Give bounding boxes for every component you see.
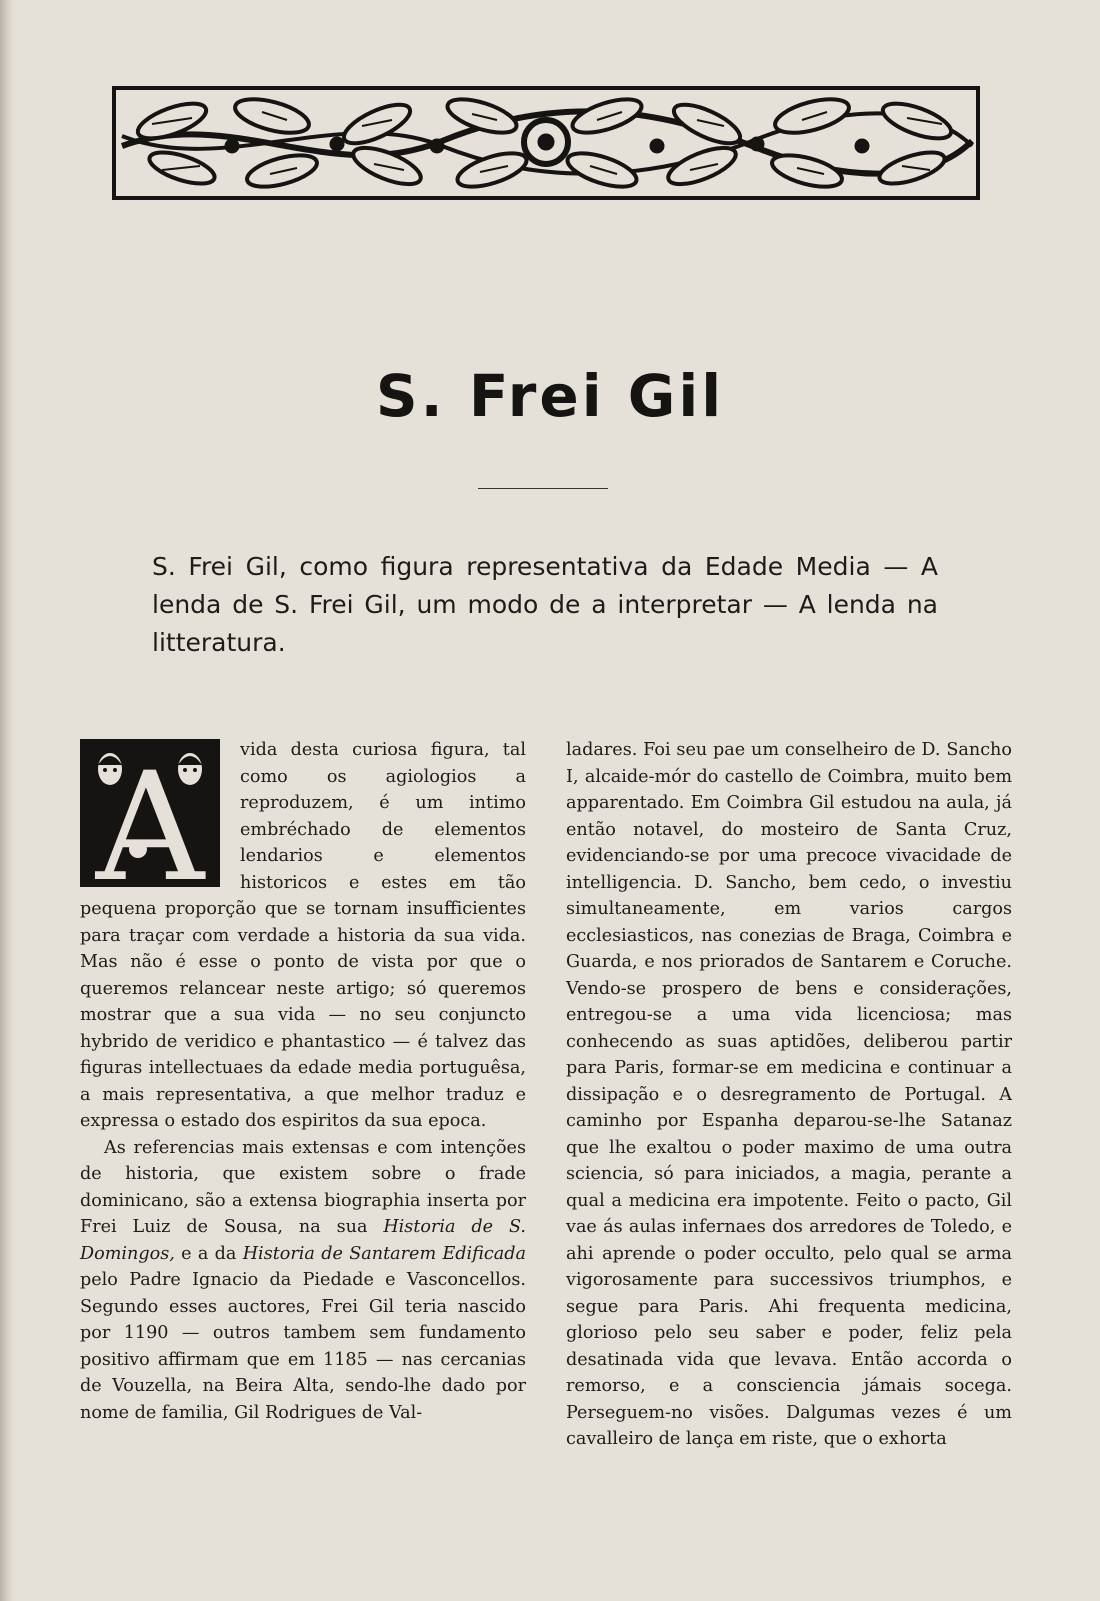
reference-historia-santarem: Historia de Santarem Edificada [242,1243,527,1264]
paragraph-2-end: pelo Padre Ignacio da Piedade e Vasconcellos. Segundo esses auctores, Frei Gil teria nascido por 1190 — outros tambem sem fundamento positivo affirmam que em 1185 — nas cercanias de Vouzella, na Beira Alta, sendo-lhe dado por nome de familia, Gil Rodrigues de Val- [80,1270,526,1423]
foliage-header-ornament [112,86,980,200]
paragraph-2-middle: e a da [174,1243,243,1264]
paragraph-3: ladares. Foi seu pae um conselheiro de D. Sancho I, alcaide-mór do castello de Coimbra, muito bem apparentado. Em Coimbra Gil estudou na aula, já então notavel, do mosteiro de Santa Cruz, evidenciando-se por uma precoce vivacidade de intelligencia. D. Sancho, bem cedo, o investiu simultaneamente, em varios cargos ecclesiasticos, nas conezias de Braga, Coimbra e Guarda, e nos priorados de Santarem e Coruche. Vendo-se prospero de bens e considerações, entregou-se a uma vida licenciosa; mas conhecendo as suas aptidões, deliberou partir para Paris, formar-se em medicina e continuar a dissipação e o desregramento de Portugal. A caminho por Espanha deparou-se-lhe Satanaz que lhe exaltou o poder maximo de uma outra sciencia, só para iniciados, a magia, perante a qual a medicina era impotente. Feito o pacto, Gil vae ás aulas infernaes dos arredores de Toledo, e ahi aprende o poder occulto, pelo qual se arma vigorosamente para successivos triumphos, e segue para Paris. Ahi frequenta medicina, glorioso pelo seu saber e poder, feliz pela desatinada vida que levava. Então accorda o remorso, e a consciencia jámais socega. Perseguem-no visões. Dalgumas vezes é um cavalleiro de lança em riste, que o exhorta [566,740,1012,1449]
title-divider [478,488,608,489]
dropcap-letter: A [95,741,205,887]
paragraph-2-start: As referencias mais extensas e com intenções de historia, que existem sobre o frade dominicano, são a extensa biographia inserta por Frei Luiz de Sousa, na sua [80,1137,526,1237]
article-summary: S. Frei Gil, como figura representativa da Edade Media — A lenda de S. Frei Gil, um modo de a interpretar — A lenda na litteratura. [152,552,938,657]
text-column-right [566,737,1012,1453]
text-column-left [80,737,526,1426]
article-title: S. Frei Gil [375,362,725,430]
illustrated-dropcap [80,739,220,887]
reference-historia-s-domingos: Historia de S. Domingos, [80,1217,526,1264]
paragraph-2 [80,1135,526,1427]
page-binding-edge [0,0,14,1601]
paragraph-1: vida desta curiosa figura, tal como os agiologios a reproduzem, é um intimo embréchado de elementos lendarios e elementos historicos e estes em tão pequena proporção que se tornam insufficientes para traçar com verdade a historia da sua vida. Mas não é esse o ponto de vista por que o queremos relancear neste artigo; só queremos mostrar que a sua vida — no seu conjuncto hybrido de veridico e phantastico — é talvez das figuras intellectuaes da edade media portuguêsa, a mais representativa, a que melhor traduz e expressa o estado dos espiritos da sua epoca. [80,740,526,1131]
